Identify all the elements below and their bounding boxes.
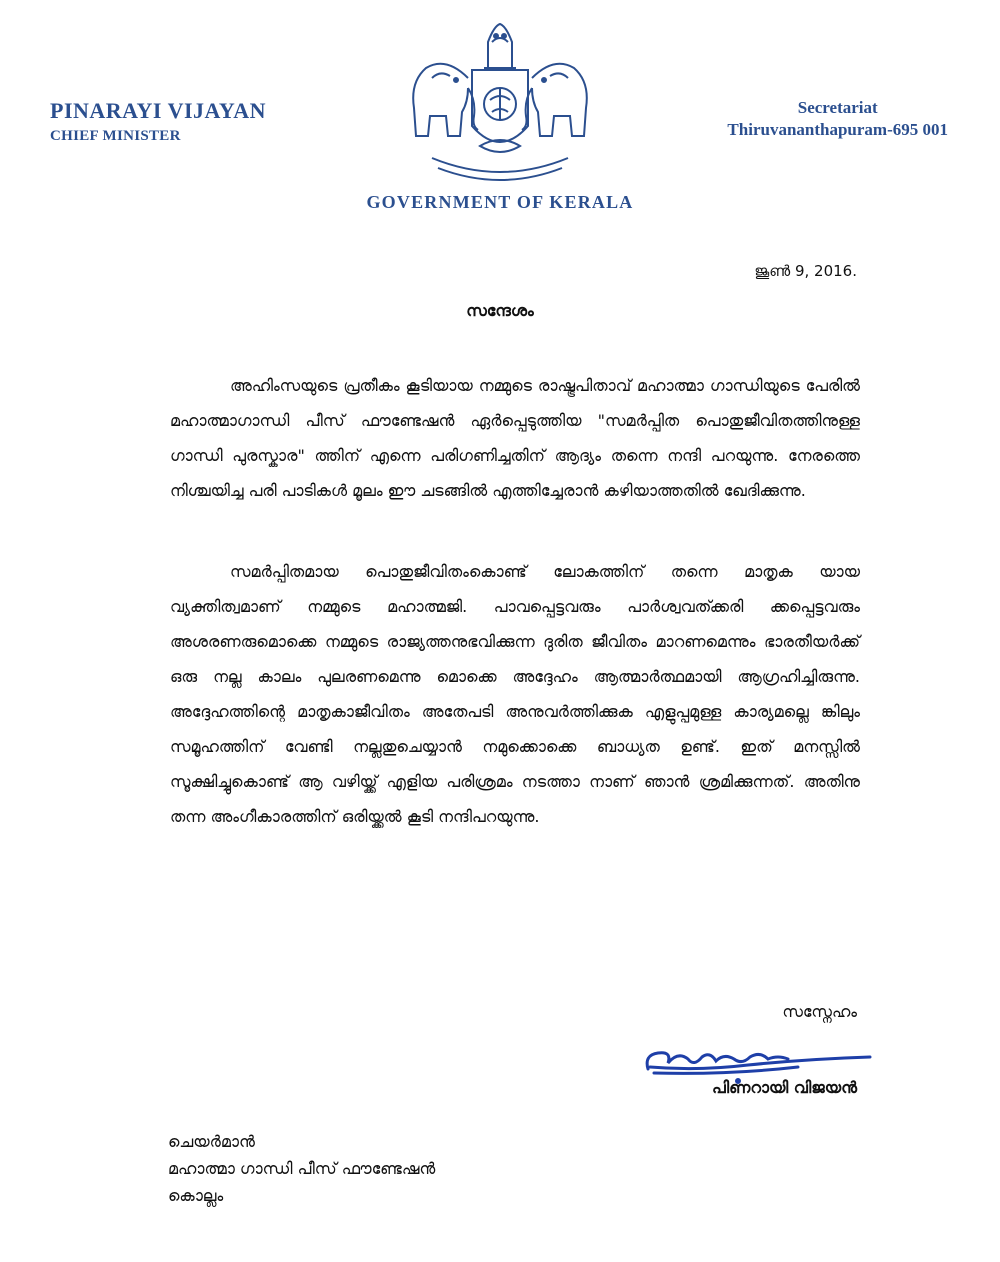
letter-body [170,368,860,880]
sender-name: PINARAYI VIJAYAN [50,98,267,123]
recipient-address [168,1128,435,1209]
letterhead-left [50,98,266,145]
office-name: Secretariat [797,98,878,117]
letterhead-right [727,98,948,140]
kerala-emblem-icon [402,8,598,188]
signer-name: പിണറായി വിജയൻ [711,1078,857,1097]
recipient-title: ചെയർമാൻ [168,1132,255,1151]
recipient-organization: മഹാത്മാ ഗാന്ധി പീസ് ഫൗണ്ടേഷൻ [168,1159,436,1178]
letter-subject: സന്ദേശം [466,301,534,320]
office-address: Thiruvananthapuram-695 001 [727,120,948,139]
paragraph-1: അഹിംസയുടെ പ്രതീകം കൂടിയായ നമ്മുടെ രാഷ്ട്രപിതാവ് മഹാത്മാ ഗാന്ധിയുടെ പേരിൽ മഹാത്മാഗാന്ധി പീസ് ഫൗണ്ടേഷൻ ഏർപ്പെടുത്തിയ "സമർപ്പിത പൊതുജീവിതത്തിനുള്ള ഗാന്ധി പുരസ്കാര" ത്തിന് എന്നെ പരിഗണിച്ചതിന് ആദ്യം തന്നെ നന്ദി പറയുന്നു. നേരത്തെ നിശ്ചയിച്ച പരി പാടികൾ മൂലം ഈ ചടങ്ങിൽ എത്തിച്ചേരാൻ കഴിയാത്തതിൽ ഖേദിക്കുന്നു. [170,376,860,500]
closing-salutation: സസ്നേഹം [782,1002,857,1021]
paragraph-2: സമർപ്പിതമായ പൊതുജീവിതംകൊണ്ട് ലോകത്തിന് തന്നെ മാതൃക യായ വ്യക്തിത്വമാണ് നമ്മുടെ മഹാത്മജി. പാവപ്പെട്ടവരും പാർശ്വവത്ക്കരി ക്കപ്പെട്ടവരും അശരണരുമൊക്കെ നമ്മുടെ രാജ്യത്തനുഭവിക്കുന്ന ദുരിത ജീവിതം മാറണമെന്നും ഭാരതീയർക്ക് ഒരു നല്ല കാലം പുലരണമെന്നു മൊക്കെ അദ്ദേഹം ആത്മാർത്ഥമായി ആഗ്രഹിച്ചിരുന്നു. അദ്ദേഹത്തിന്റെ മാതൃകാജീവിതം അതേപടി അനുവർത്തിക്കുക എളുപ്പമുള്ള കാര്യമല്ലെ ങ്കിലും സമൂഹത്തിന് വേണ്ടി നല്ലതുചെയ്യാൻ നമുക്കൊക്കെ ബാധ്യത ഉണ്ട്. ഇത് മനസ്സിൽ സൂക്ഷിച്ചുകൊണ്ട് ആ വഴിയ്ക്ക് എളിയ പരിശ്രമം നടത്താ നാണ് ഞാൻ ശ്രമിക്കുന്നത്. അതിനു തന്ന അംഗീകാരത്തിന് ഒരിയ്ക്കൽ കൂടി നന്ദിപറയുന്നു. [170,562,860,826]
letter-date: ജൂൺ 9, 2016. [754,262,857,280]
sender-title: CHIEF MINISTER [50,128,181,144]
government-heading: GOVERNMENT OF KERALA [366,192,634,212]
recipient-place: കൊല്ലം [168,1186,224,1205]
